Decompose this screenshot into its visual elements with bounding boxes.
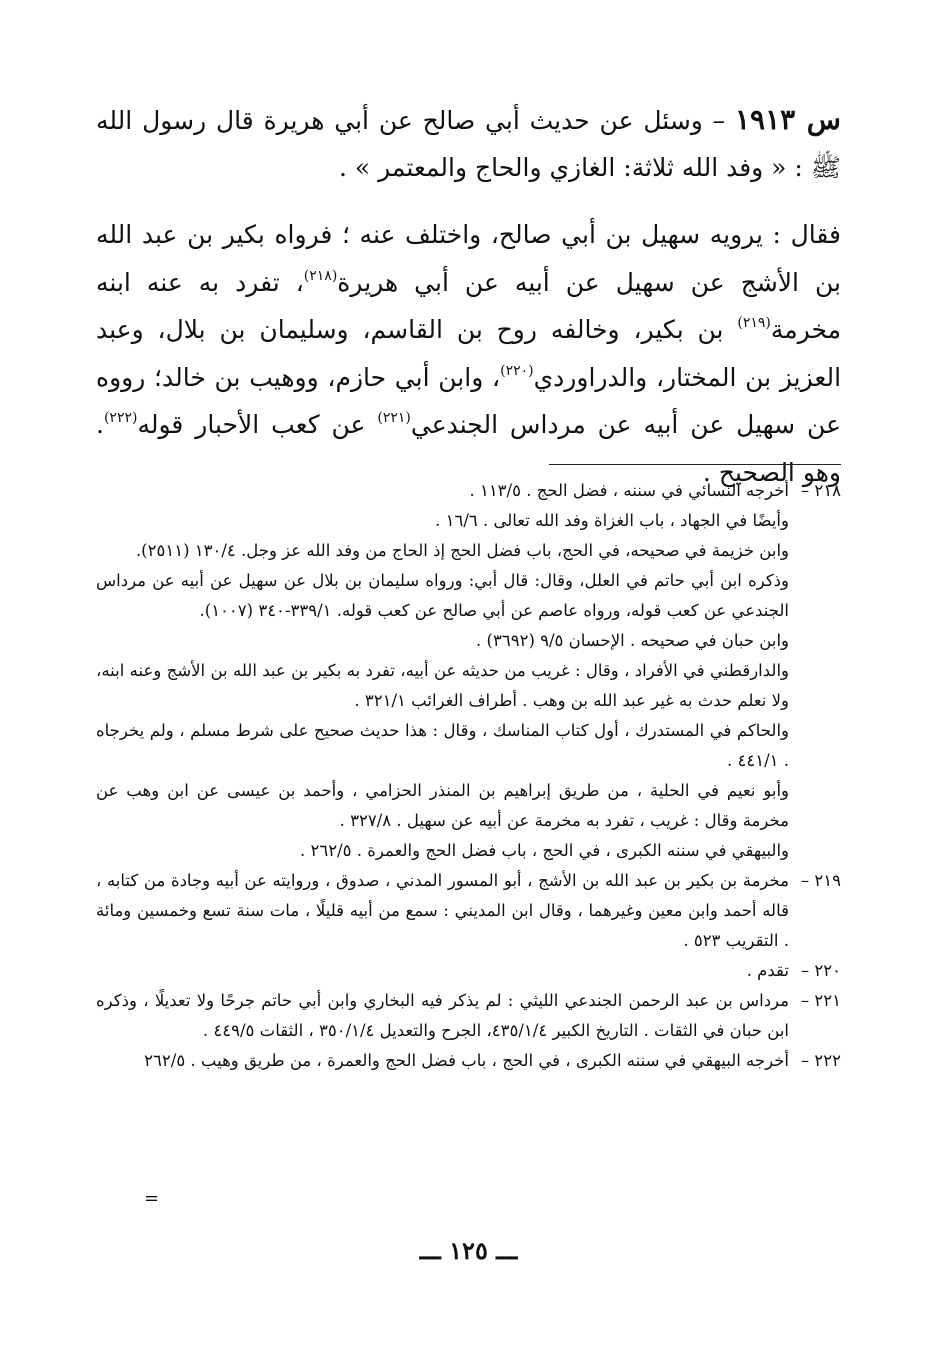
answer-text-1: فقال : يرويه سهيل بن أبي صالح، واختلف عنه ؛ فرواه بكير بن عبد الله بن الأشج عن سهيل عن أبيه عن أبي هريرة [96,220,842,297]
answer-text-2: ، تفرد به عنه ابنه مخرمة [96,267,841,344]
answer-text-3: بن بكير، وخالفه روح بن القاسم، وسليمان بن بلال، وعبد العزيز بن المختار، والدراوردي [96,315,842,392]
footnote-line: مخرمة بن بكير بن عبد الله بن الأشج ، أبو المسور المدني ، صدوق ، وروايته عن أبيه وجادة من كتابه ، قاله أحمد وابن معين وغيرهما ، وقال ابن المديني : سمع من أبيه قليلًا ، مات سنة تسع وخمسين ومائة . التقريب ٥٢٣ . [96,871,789,950]
footnote-body [96,956,789,986]
footnote-221 [96,986,841,1046]
question-text: – وسئل عن حديث أبي صالح عن أبي هريرة قال رسول الله ﷺ : « وفد الله ثلاثة: الغازي والحاج والمعتمر » . [96,106,841,182]
footnote-ref-222[interactable]: (٢٢٢) [103,410,138,426]
answer-text-5: عن كعب الأحبار قوله [137,410,378,439]
footnote-line: وأبو نعيم في الحلية ، من طريق إبراهيم بن المنذر الحزامي ، وأحمد بن عيسى عن ابن وهب عن مخرمة وقال : غريب ، تفرد به مخرمة عن أبيه عن سهيل . ٣٢٧/٨ . [96,781,789,830]
footnote-body [96,986,789,1046]
footnote-number: ٢٢٠ – [800,961,841,980]
footnote-separator [549,464,841,465]
footnote-line: تقدم . [746,961,789,980]
footnote-218 [96,476,841,866]
answer-text-4: ، وابن أبي حازم، ووهيب بن خالد؛ رووه عن سهيل عن أبيه عن مرداس الجندعي [96,362,841,439]
footnote-ref-221[interactable]: (٢٢١) [377,410,411,426]
footnote-ref-219[interactable]: (٢١٩) [737,315,771,331]
footnote-body [96,866,789,956]
footnote-number: ٢١٨ – [800,481,841,500]
footnote-222 [96,1046,841,1076]
main-text [96,96,841,496]
footnote-body [96,1046,789,1076]
answer-text-6: . وهو الصحيح . [96,410,841,487]
footnote-number: ٢١٩ – [800,871,841,890]
footnote-body [96,476,789,866]
footnote-line: وابن حبان في صحيحه . الإحسان ٩/٥ (٣٦٩٢) . [476,631,789,650]
page-number: ـــ ١٢٥ ـــ [419,1236,518,1265]
footnote-line: والدارقطني في الأفراد ، وقال : غريب من حديثه عن أبيه، تفرد به بكير بن عبد الله بن الأشج وعنه ابنه، ولا نعلم حدث به غير عبد الله بن وهب . أطراف الغرائب ٣٢١/١ . [96,661,789,710]
footnote-line: أخرجه البيهقي في سننه الكبرى ، في الحج ، باب فضل الحج والعمرة ، من طريق وهيب . ٢٦٢/٥ [144,1051,789,1070]
footnote-line: مرداس بن عبد الرحمن الجندعي الليثي : لم يذكر فيه البخاري وابن أبي حاتم جرحًا ولا تعديلًا ، وذكره ابن حبان في الثقات . التاريخ الكبير ٤٣٥/١/٤، الجرح والتعديل ٣٥٠/١/٤ ، الثقات ٤٤٩/٥ . [96,991,789,1040]
footnote-number: ٢٢٢ – [800,1051,841,1070]
footnote-219 [96,866,841,956]
continuation-mark: = [144,1188,160,1209]
footnote-line: وذكره ابن أبي حاتم في العلل، وقال: قال أبي: ورواه سليمان بن بلال عن سهيل عن أبيه عن مرداس الجندعي عن كعب قوله، ورواه عاصم عن أبي صالح عن كعب قوله. ٣٣٩/١-٣٤٠ (١٠٠٧). [96,571,789,620]
question-number: س ١٩١٣ [735,103,841,136]
answer-paragraph [96,211,841,496]
footnote-ref-220[interactable]: (٢٢٠) [500,362,534,379]
footnote-line: والبيهقي في سننه الكبرى ، في الحج ، باب فضل الحج والعمرة . ٢٦٢/٥ . [300,841,789,860]
footnote-220 [96,956,841,986]
footnote-line: وابن خزيمة في صحيحه، في الحج، باب فضل الحج إذ الحاج من وفد الله عز وجل. ١٣٠/٤ (٢٥١١). [135,541,789,560]
footnote-line: والحاكم في المستدرك ، أول كتاب المناسك ، وقال : هذا حديث صحيح على شرط مسلم ، ولم يخرجاه . ٤٤١/١ . [96,721,789,770]
footnote-line: وأيضًا في الجهاد ، باب الغزاة وفد الله تعالى . ١٦/٦ . [435,511,789,530]
footnote-number: ٢٢١ – [800,991,841,1010]
footnote-line: أخرجه النسائي في سننه ، فضل الحج . ١١٣/٥ . [469,481,789,500]
question-paragraph [96,96,841,191]
footnotes [96,476,841,1076]
footnote-ref-218[interactable]: (٢١٨) [303,267,338,284]
